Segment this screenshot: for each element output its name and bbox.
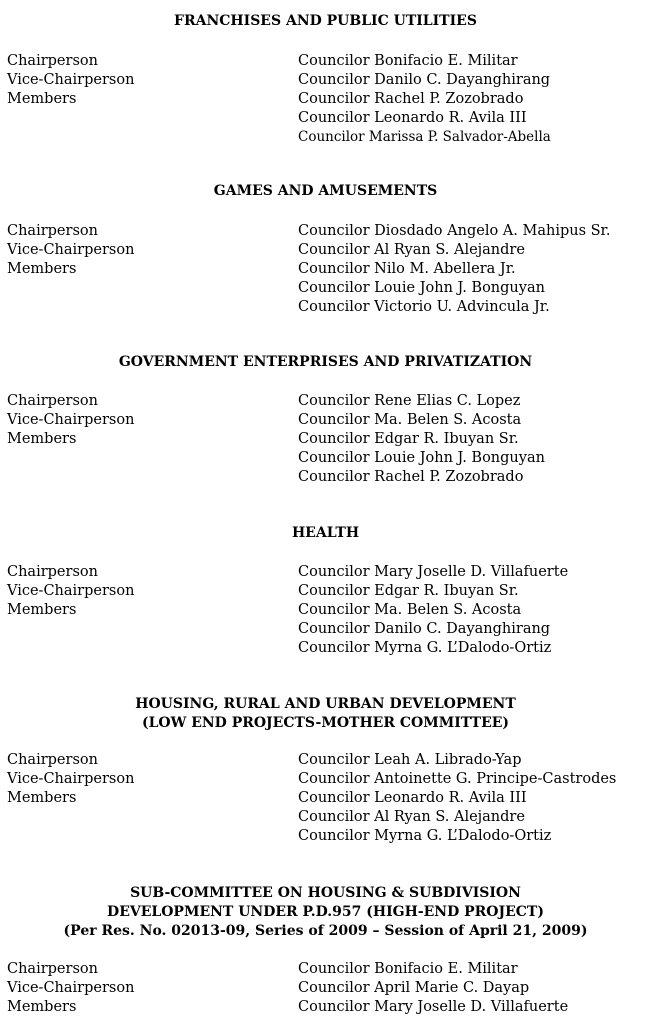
roster-row [0, 241, 651, 260]
roster-row [0, 468, 651, 487]
roster-row [0, 601, 651, 620]
member-name: Councilor Mary Joselle D. Villafuerte [298, 999, 569, 1015]
roster-row [0, 998, 651, 1017]
roster-row [0, 789, 651, 808]
member-name: Councilor Diosdado Angelo A. Mahipus Sr. [298, 223, 611, 239]
member-name: Councilor Bonifacio E. Militar [298, 53, 518, 69]
member-name: Councilor Leonardo R. Avila III [298, 110, 527, 126]
member-name: Councilor Bonifacio E. Militar [298, 961, 518, 977]
role-label: Members [7, 431, 77, 447]
committee-roster [0, 222, 651, 317]
roster-row [0, 449, 651, 468]
member-name: Councilor Ma. Belen S. Acosta [298, 412, 522, 428]
role-label: Chairperson [7, 53, 98, 69]
role-label: Members [7, 999, 77, 1015]
member-name: Councilor Rene Elias C. Lopez [298, 393, 521, 409]
committee-title-line: GOVERNMENT ENTERPRISES AND PRIVATIZATION [118, 354, 533, 370]
role-label: Vice-Chairperson [7, 771, 135, 787]
role-label: Members [7, 790, 77, 806]
committee-roster [0, 960, 651, 1017]
role-label: Members [7, 602, 77, 618]
role-label: Chairperson [7, 961, 98, 977]
member-name: Councilor Victorio U. Advincula Jr. [298, 299, 550, 315]
member-name: Councilor Edgar R. Ibuyan Sr. [298, 583, 519, 599]
committee-section [0, 695, 651, 846]
role-label: Vice-Chairperson [7, 242, 135, 258]
committee-title-line: GAMES AND AMUSEMENTS [213, 183, 438, 199]
member-name: Councilor Leah A. Librado-Yap [298, 752, 522, 768]
roster-row [0, 827, 651, 846]
roster-row [0, 979, 651, 998]
committee-roster [0, 563, 651, 658]
committee-section [0, 524, 651, 658]
roster-row [0, 411, 651, 430]
roster-row [0, 430, 651, 449]
roster-row [0, 563, 651, 582]
committee-title-line: DEVELOPMENT UNDER P.D.957 (HIGH-END PROJECT) [107, 904, 544, 920]
roster-row [0, 71, 651, 90]
role-label: Vice-Chairperson [7, 72, 135, 88]
member-name: Councilor Edgar R. Ibuyan Sr. [298, 431, 519, 447]
member-name: Councilor Louie John J. Bonguyan [298, 450, 545, 466]
member-name: Councilor Rachel P. Zozobrado [298, 469, 524, 485]
member-name: Councilor Danilo C. Dayanghirang [298, 621, 551, 637]
member-name: Councilor Mary Joselle D. Villafuerte [298, 564, 569, 580]
role-label: Chairperson [7, 564, 98, 580]
committee-title-line: (LOW END PROJECTS-MOTHER COMMITTEE) [141, 715, 510, 731]
roster-row [0, 279, 651, 298]
committee-roster [0, 52, 651, 147]
committee-title-line: HOUSING, RURAL AND URBAN DEVELOPMENT [135, 696, 516, 712]
roster-row [0, 222, 651, 241]
committee-title-line: (Per Res. No. 02013-09, Series of 2009 – Session of April 21, 2009) [63, 923, 588, 939]
member-name: Councilor Al Ryan S. Alejandre [298, 809, 525, 825]
role-label: Members [7, 91, 77, 107]
role-label: Chairperson [7, 752, 98, 768]
roster-row [0, 582, 651, 601]
committee-section [0, 12, 651, 147]
role-label: Chairperson [7, 223, 98, 239]
roster-row [0, 392, 651, 411]
member-name: Councilor Al Ryan S. Alejandre [298, 242, 525, 258]
member-name: Councilor Ma. Belen S. Acosta [298, 602, 522, 618]
roster-row [0, 90, 651, 109]
member-name: Councilor Rachel P. Zozobrado [298, 91, 524, 107]
committee-title [0, 182, 651, 201]
roster-row [0, 52, 651, 71]
roster-row [0, 808, 651, 827]
roster-row [0, 128, 651, 147]
roster-row [0, 751, 651, 770]
role-label: Vice-Chairperson [7, 583, 135, 599]
committee-roster [0, 392, 651, 487]
member-name: Councilor Danilo C. Dayanghirang [298, 72, 551, 88]
member-name: Councilor Louie John J. Bonguyan [298, 280, 545, 296]
roster-row [0, 770, 651, 789]
roster-row [0, 298, 651, 317]
member-name: Councilor Marissa P. Salvador-Abella [298, 129, 551, 145]
committee-section [0, 353, 651, 487]
committee-title [0, 884, 651, 941]
role-label: Chairperson [7, 393, 98, 409]
member-name: Councilor Nilo M. Abellera Jr. [298, 261, 516, 277]
role-label: Members [7, 261, 77, 277]
committee-roster [0, 751, 651, 846]
roster-row [0, 260, 651, 279]
member-name: Councilor Myrna G. L’Dalodo-Ortiz [298, 828, 552, 844]
committee-title [0, 12, 651, 31]
committee-title-line: HEALTH [291, 525, 360, 541]
roster-row [0, 620, 651, 639]
roster-row [0, 109, 651, 128]
roster-row [0, 960, 651, 979]
member-name: Councilor April Marie C. Dayap [298, 980, 530, 996]
role-label: Vice-Chairperson [7, 980, 135, 996]
committee-title-line: FRANCHISES AND PUBLIC UTILITIES [174, 13, 477, 29]
committee-title [0, 353, 651, 372]
role-label: Vice-Chairperson [7, 412, 135, 428]
committee-title [0, 524, 651, 543]
committee-title [0, 695, 651, 733]
committee-title-line: SUB-COMMITTEE ON HOUSING & SUBDIVISION [130, 885, 521, 901]
committee-section [0, 884, 651, 1017]
roster-row [0, 639, 651, 658]
committee-section [0, 182, 651, 317]
member-name: Councilor Myrna G. L’Dalodo-Ortiz [298, 640, 552, 656]
member-name: Councilor Leonardo R. Avila III [298, 790, 527, 806]
member-name: Councilor Antoinette G. Principe-Castrodes [298, 771, 617, 787]
